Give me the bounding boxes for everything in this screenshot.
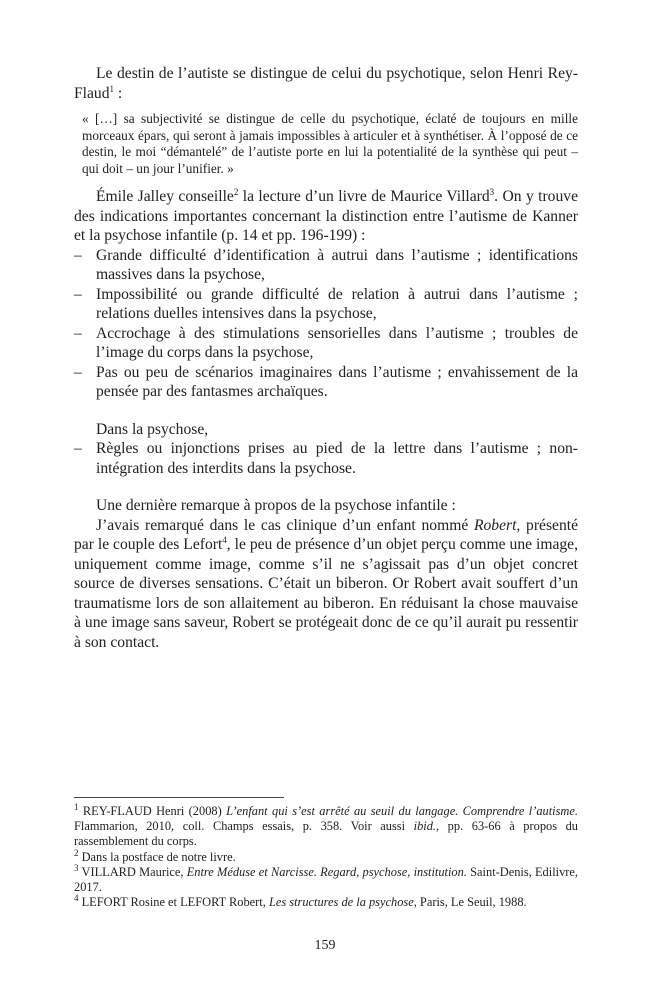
footnote-text: REY-FLAUD Henri (2008) <box>78 804 227 818</box>
paragraph-text: , présenté par le couple des Lefort <box>74 516 578 554</box>
list-item <box>74 285 578 324</box>
footnote-3 <box>74 862 579 895</box>
paragraph-robert <box>74 516 578 653</box>
footnote-text: , pp. 63-66 à propos du rassemblement du corps. <box>74 819 578 849</box>
footnote-2 <box>74 847 578 865</box>
list-item <box>74 439 578 478</box>
footnote-ref-2[interactable]: 2 <box>233 187 239 198</box>
paragraph-text: J’avais remarqué dans le cas clinique d’un enfant nommé <box>96 516 474 534</box>
footnote-ibid: ibid. <box>413 819 437 834</box>
paragraph-psychose: Dans la psychose, <box>96 420 209 438</box>
footnote-text: , Paris, Le Seuil, 1988. <box>413 895 527 910</box>
footnote-ref-4[interactable]: 4 <box>222 535 227 546</box>
dash-bullet: – <box>74 285 82 303</box>
footnote-number: 4 <box>74 893 79 904</box>
footnote-number: 1 <box>74 801 79 812</box>
dash-bullet: – <box>74 246 82 264</box>
page-number: 159 <box>314 938 336 953</box>
footnote-text: LEFORT Rosine et LEFORT Robert, <box>78 895 269 910</box>
list-item-text: Grande difficulté d’identification à autrui dans l’autisme ; identifications massives dans la psychose, <box>96 246 578 284</box>
spacer <box>74 402 578 420</box>
list-item-text: Accrochage à des stimulations sensorielles dans l’autisme ; troubles de l’image du corps dans la psychose, <box>96 324 578 362</box>
footnote-text: Flammarion, 2010, coll. Champs essais, p. 358. Voir aussi <box>74 819 414 834</box>
list-item-text: Pas ou peu de scénarios imaginaires dans l’autisme ; envahissement de la pensée par des fantasmes archaïques. <box>96 363 578 401</box>
dash-bullet: – <box>74 363 82 381</box>
dash-bullet: – <box>74 324 82 342</box>
spacer <box>74 478 578 496</box>
list-item-text: Règles ou injonctions prises au pied de la lettre dans l’autisme ; non-intégration des interdits dans la psychose. <box>96 440 578 477</box>
list-item-text: Impossibilité ou grande difficulté de relation à autrui dans l’autisme ; relations duelles intensives dans la psychose, <box>96 285 578 323</box>
paragraph-jalley <box>74 187 578 246</box>
footnote-number: 2 <box>74 847 79 858</box>
footnote-separator <box>74 797 284 798</box>
list-item <box>74 363 578 402</box>
paragraph-rey-flaud <box>74 64 578 103</box>
block-quote: « […] sa subjectivité se distingue de celle du psychotique, éclaté de toujours en mille morceaux épars, qui seront à jamais impossibles à articuler et à synthétiser. À l’opposé de ce destin, le moi “démantelé” de l’autiste porte en lui la potentialité de la synthèse qui peut – qui doit – un jour l’unifier. » <box>82 111 578 176</box>
paragraph-text: Émile Jalley conseille <box>96 188 234 206</box>
paragraph-text: Le destin de l’autiste se distingue de celui du psychotique, selon Henri Rey-Flaud <box>74 65 578 102</box>
footnote-title: Entre Méduse et Narcisse. Regard, psychose, institution. <box>186 864 467 879</box>
list-item <box>74 324 578 363</box>
child-name: Robert <box>473 516 517 534</box>
paragraph-remarque: Une dernière remarque à propos de la psychose infantile : <box>96 497 456 515</box>
footnote-title: Les structures de la psychose <box>268 895 414 910</box>
footnote-4 <box>74 895 578 910</box>
paragraph-text: . On y trouve des indications importantes concernant la distinction entre l’autisme de Kanner et la psychose infantile (p. 14 et pp. 196-199) : <box>74 188 578 245</box>
footnotes <box>74 801 579 910</box>
list-item <box>74 246 578 285</box>
dash-list-psychose <box>74 439 578 478</box>
paragraph-text: : <box>114 84 123 102</box>
page-body <box>74 64 578 652</box>
dash-bullet: – <box>74 440 82 458</box>
footnote-1 <box>74 801 578 850</box>
footnote-text: VILLARD Maurice, <box>78 864 187 879</box>
dash-list-autism <box>74 246 578 402</box>
paragraph-text: , le peu de présence d’un objet perçu comme une image, uniquement comme image, comme s’il ne s’agissait pas d’un objet concret source de diverses sensations. C’était un biberon. Or Robert avait souffert d’un traumatisme lors de son allaitement au biberon. En réduisant la chose mauvaise à une image sans saveur, Robert se protégeait donc de ce qu’il aurait pu ressentir à son contact. <box>74 536 578 651</box>
footnote-ref-1[interactable]: 1 <box>109 83 115 94</box>
footnote-number: 3 <box>74 862 79 873</box>
footnote-text: Dans la postface de notre livre. <box>78 849 236 864</box>
footnote-title: L’enfant qui s’est arrêté au seuil du langage. Comprendre l’autisme. <box>226 804 578 818</box>
footnote-ref-3[interactable]: 3 <box>489 187 495 198</box>
footnote-text: Saint-Denis, Edilivre, 2017. <box>74 864 579 895</box>
paragraph-text: la lecture d’un livre de Maurice Villard <box>238 188 490 206</box>
